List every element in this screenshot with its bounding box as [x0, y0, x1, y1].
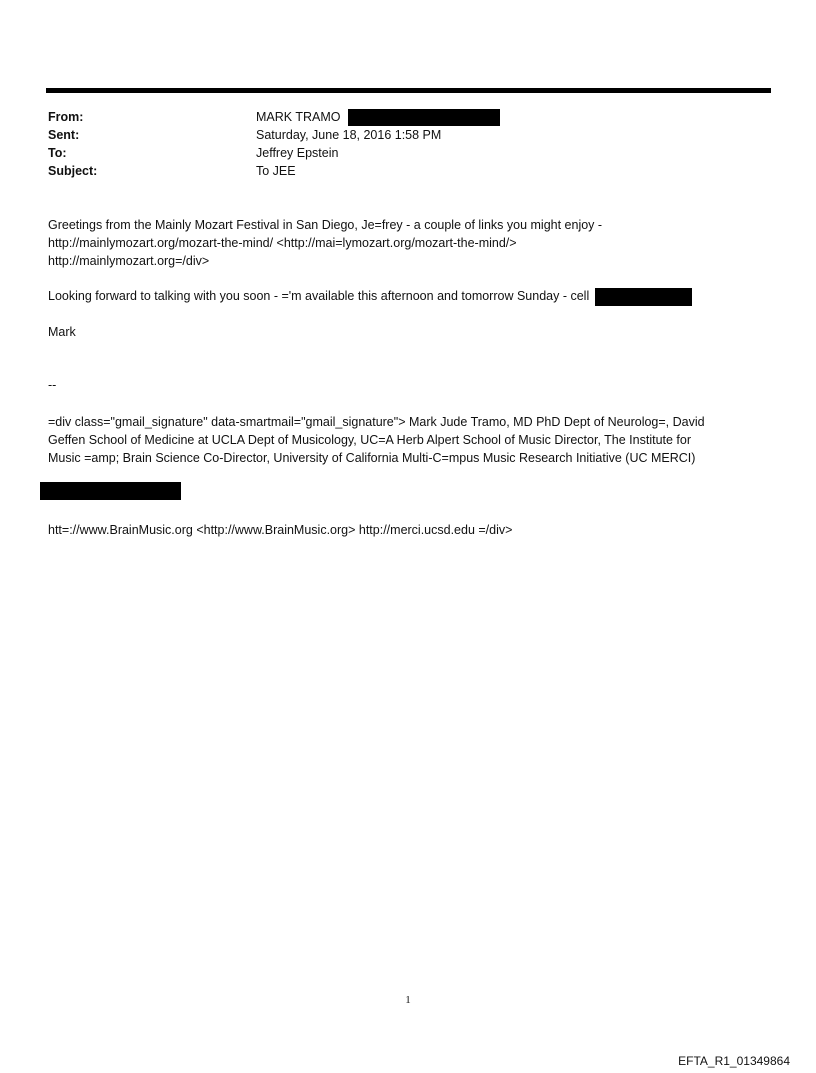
email-header [48, 108, 748, 180]
greeting-line: Greetings from the Mainly Mozart Festival in San Diego, Je=frey - a couple of links you might enjoy - [48, 218, 603, 232]
page-number: 1 [405, 994, 411, 1006]
subject-value: To JEE [256, 164, 296, 178]
from-label: From: [48, 110, 84, 124]
signature-line: Geffen School of Medicine at UCLA Dept of Musicology, UC=A Herb Alpert School of Music Director, The Institute for [48, 433, 692, 447]
sent-value: Saturday, June 18, 2016 1:58 PM [256, 128, 442, 142]
sign-off: Mark [48, 325, 76, 339]
sent-row [48, 126, 748, 144]
signature-block [48, 413, 763, 467]
subject-label: Subject: [48, 164, 98, 178]
from-row [48, 108, 748, 126]
to-label: To: [48, 146, 67, 160]
signature-line: Music =amp; Brain Science Co-Director, University of California Multi-C=mpus Music Research Initiative (UC MERCI) [48, 451, 696, 465]
to-row [48, 144, 748, 162]
header-rule [46, 88, 771, 93]
link-line: http://mainlymozart.org=/div> [48, 254, 210, 268]
subject-row [48, 162, 748, 180]
to-value: Jeffrey Epstein [256, 146, 339, 160]
sent-label: Sent: [48, 128, 80, 142]
greeting-paragraph [48, 216, 763, 270]
link-line: http://mainlymozart.org/mozart-the-mind/ <http://mai=lymozart.org/mozart-the-mind/> [48, 236, 517, 250]
from-value: MARK TRAMO [256, 110, 341, 124]
redaction-box [595, 288, 692, 306]
signature-separator: -- [48, 378, 57, 392]
redaction-box [40, 482, 181, 500]
from-value-wrap [256, 108, 500, 126]
links-paragraph: htt=://www.BrainMusic.org <http://www.BrainMusic.org> http://merci.ucsd.edu =/div> [48, 523, 513, 537]
signature-line: =div class="gmail_signature" data-smartmail="gmail_signature"> Mark Jude Tramo, MD PhD Dept of Neurolog=, David [48, 415, 705, 429]
document-id: EFTA_R1_01349864 [678, 1054, 790, 1068]
availability-text: Looking forward to talking with you soon - ='m available this afternoon and tomorrow Sunday - cell [48, 289, 590, 303]
redaction-box [348, 109, 500, 126]
availability-paragraph [48, 287, 763, 306]
